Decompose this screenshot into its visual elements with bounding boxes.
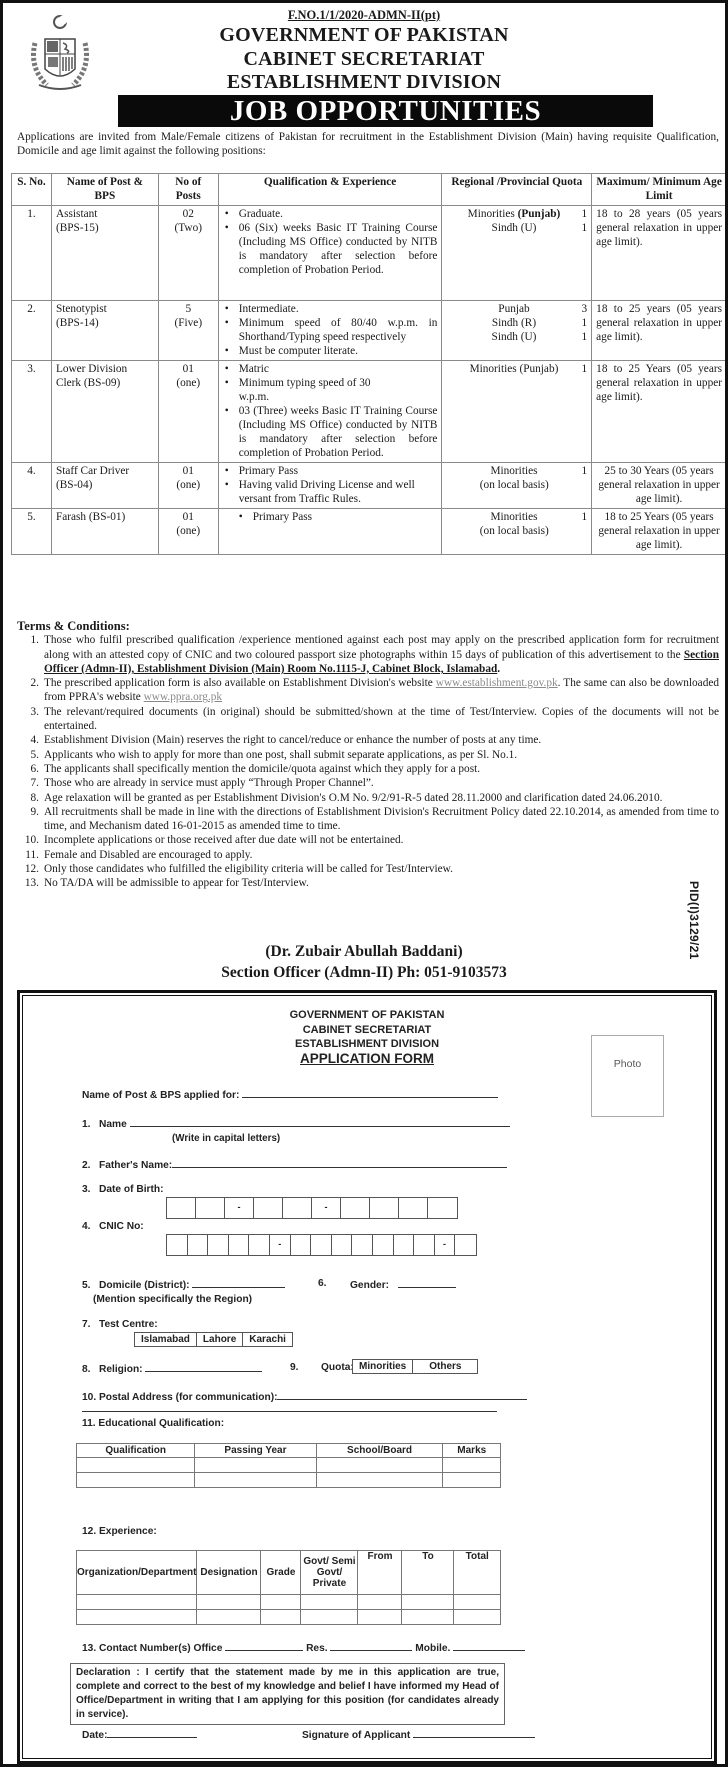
table-row [12,509,727,555]
intro-paragraph: Applications are invited from Male/Female citizens of Pakistan for recruitment in the Establishment Division (Main) having requisite Qualification, Domicile and age limit against the following positions: [17,131,719,157]
term-text: Establishment Division (Main) reserves the right to cancel/reduce or enhance the number of posts at any time. [44,734,542,747]
contact-office-label: 13. Contact Number(s) Office [82,1643,223,1654]
dob-label: 3. Date of Birth: [82,1184,164,1195]
cnic-box[interactable] [332,1235,353,1255]
age-limit: 18 to 25 Years (05 years general relaxation in upper age limit). [592,361,727,463]
age-limit: 18 to 25 years (05 years general relaxation in upper age limit). [592,301,727,361]
post-applied-field [82,1088,498,1101]
date-label: Date: [82,1730,108,1741]
post-count [158,361,218,463]
table-row [12,463,727,509]
dob-box[interactable] [428,1198,457,1218]
father-name-input[interactable] [172,1158,507,1168]
posts-number: 01 [182,511,194,523]
cnic-box[interactable] [352,1235,373,1255]
term-item [17,876,719,890]
contact-office-input[interactable] [225,1641,303,1651]
term-number: 13. [24,877,39,890]
exp-cell[interactable] [261,1610,301,1625]
quota-line [446,316,587,330]
cnic-box[interactable] [167,1235,188,1255]
age-limit: 18 to 25 Years (05 years general relaxation in upper age limit). [592,509,727,555]
form-header-secretariat: CABINET SECRETARIAT [302,1024,432,1036]
contact-res-input[interactable] [330,1641,412,1651]
term-item [17,748,719,762]
term-text: Age relaxation will be granted as per Establishment Division's O.M No. 9/2/91-R-5 dated 28.11.2000 and clarification dated 24.06.2010. [44,791,663,804]
edu-cell[interactable] [195,1473,316,1488]
sno: 5. [12,509,52,555]
file-number: F.NO.1/1/2020-ADMN-II(pt) [287,8,441,22]
term-number: 8. [30,791,39,804]
quota-region: (on local basis) [479,525,549,537]
term-text: Applicants who wish to apply for more than one post, shall submit separate applications, as per Sl. No.1. [44,748,518,761]
quota-line [446,478,587,492]
edu-col-passing-year: Passing Year [195,1444,316,1458]
postal-address-label: 10. Postal Address (for communication): [82,1392,278,1403]
qualifications [218,361,442,463]
application-form [17,990,717,1764]
posts-words: (Five) [174,317,203,329]
ppra-website-link[interactable]: www.ppra.org.pk [143,691,223,704]
post-title: Staff Car Driver [55,465,130,477]
cnic-box[interactable] [249,1235,270,1255]
header-division: ESTABLISHMENT DIVISION [226,71,502,93]
post-bps: Clerk (BS-09) [55,377,121,389]
table-row [77,1458,501,1473]
quota-line [446,524,587,538]
quota-line [446,302,587,316]
post-name [51,361,158,463]
cnic-box[interactable] [373,1235,394,1255]
qualification-item: • Matric [223,362,438,376]
establishment-website-link[interactable]: www.establishment.gov.pk [435,677,558,690]
term-number: 1. [30,634,39,647]
gender-input[interactable] [398,1278,456,1288]
posts-number: 01 [182,465,194,477]
form-title: APPLICATION FORM [300,1051,434,1066]
pid-number: PID(I)3129/21 [687,881,701,960]
post-count [158,206,218,301]
post-name [51,301,158,361]
post-name [51,463,158,509]
domicile-label: 5. Domicile (District): [82,1280,190,1291]
contact-field [82,1641,525,1654]
exp-cell[interactable] [358,1610,402,1625]
exp-col-from: From [358,1551,402,1595]
term-item [17,705,719,734]
posts-words: (one) [176,377,201,389]
edu-cell[interactable] [316,1458,443,1473]
dob-box[interactable] [283,1198,312,1218]
edu-label: 11. Educational Qualification: [82,1418,225,1429]
date-field [82,1728,197,1741]
quota-region: (on local basis) [479,479,549,491]
qualifications [218,301,442,361]
term-text: Those who are already in service must apply “Through Proper Channel”. [44,777,374,790]
posts-number: 02 [182,208,194,220]
postal-address-line-2[interactable] [82,1402,497,1412]
contact-res-label: Res. [306,1643,328,1654]
term-tail: . [497,662,501,675]
exp-cell[interactable] [402,1610,454,1625]
edu-cell[interactable] [195,1458,316,1473]
exp-col-sector: Govt/ Semi Govt/ Private [301,1551,358,1595]
quota-count: 1 [581,208,588,220]
term-item [17,762,719,776]
contact-mobile-label: Mobile. [415,1643,451,1654]
quota-label: Quota: [321,1362,354,1373]
term-number: 6. [30,762,39,775]
term-number: 9. [30,805,39,818]
quota-region: Minorities (Punjab) [469,363,559,375]
education-table [76,1443,501,1488]
post-applied-label: Name of Post & BPS applied for: [82,1090,240,1101]
qualification-item: • Minimum speed of 80/40 w.p.m. in Shorthand/Typing speed respectively [223,316,438,344]
header-government: GOVERNMENT OF PAKISTAN [219,24,509,46]
father-name-field [82,1158,507,1171]
quota-region: Sindh (U) [491,222,537,234]
post-name [51,206,158,301]
terms-and-conditions [17,619,719,891]
posts-words: (one) [176,479,201,491]
religion-input[interactable] [145,1362,262,1372]
term-number: 4. [30,734,39,747]
qualification-item: • Having valid Driving License and well versant from Traffic Rules. [223,478,438,506]
cnic-box[interactable] [291,1235,312,1255]
experience-table [76,1550,501,1625]
terms-title: Terms & Conditions: [17,619,130,633]
cnic-box[interactable] [229,1235,250,1255]
edu-cell[interactable] [443,1458,501,1473]
exp-cell[interactable] [197,1595,261,1610]
quota-count: 1 [581,222,588,234]
col-quota: Regional /Provincial Quota [442,174,592,206]
cnic-box[interactable] [311,1235,332,1255]
exp-cell[interactable] [77,1610,197,1625]
test-centre-karachi[interactable]: Karachi [249,1334,286,1345]
term-number: 11. [25,848,39,861]
quota [442,361,592,463]
table-row [12,361,727,463]
quota [442,463,592,509]
name-label: 1. Name [82,1119,127,1130]
qualifications [218,509,442,555]
date-input[interactable] [107,1728,197,1738]
qualifications [218,206,442,301]
jobs-table [11,173,727,555]
test-centre-label: 7. Test Centre: [82,1319,158,1330]
postal-address-input[interactable] [277,1390,527,1400]
dob-input-boxes[interactable] [166,1197,458,1219]
dob-box[interactable] [341,1198,370,1218]
signature-input[interactable] [413,1728,535,1738]
col-posts: No of Posts [158,174,218,206]
edu-cell[interactable] [316,1473,443,1488]
sno: 1. [12,206,52,301]
term-item [17,791,719,805]
table-row [12,206,727,301]
term-text: The relevant/required documents (in original) should be submitted/shown at the time of Test/Interview. Copies of the documents will not be entertained. [44,705,719,733]
cnic-box[interactable] [188,1235,209,1255]
exp-cell[interactable] [358,1595,402,1610]
dob-box[interactable] [370,1198,399,1218]
post-bps: (BS-04) [55,479,93,491]
post-bps: (BPS-14) [55,317,99,329]
post-count [158,509,218,555]
exp-col-designation: Designation [197,1551,261,1595]
sno: 4. [12,463,52,509]
jobs-table-header [12,174,727,206]
exp-cell[interactable] [454,1595,501,1610]
term-item [17,733,719,747]
job-opportunities-banner: JOB OPPORTUNITIES [118,95,653,127]
quota-count: 1 [581,465,588,477]
name-hint: (Write in capital letters) [172,1133,281,1144]
signatory-designation: Section Officer (Admn-II) Ph: 051-9103573 [221,964,507,981]
quota-count: 1 [581,363,588,375]
dob-separator: - [312,1198,341,1218]
quota-line [446,207,587,221]
religion-label: 8. Religion: [82,1364,143,1375]
quota-region: Minorities [490,465,538,477]
exp-cell[interactable] [301,1595,358,1610]
quota-options [352,1359,478,1374]
qualification-item: • 06 (Six) weeks Basic IT Training Course (Including MS Office) conducted by NITB is mandatory after selection before completion of Probation Period. [223,221,438,277]
cnic-separator: - [270,1235,291,1255]
term-text: Only those candidates who fulfilled the eligibility criteria will be called for Test/Interview. [44,863,453,876]
term-item [17,676,719,705]
post-bps: (BPS-15) [55,222,99,234]
age-limit: 18 to 28 years (05 years general relaxation in upper age limit). [592,206,727,301]
posts-words: (one) [176,525,201,537]
submission-address: Section Officer (Admn-II), Establishment Division (Main) Room No.1115-J, Cabinet Block, Islamabad [44,648,719,675]
test-centre-options [134,1332,293,1347]
exp-cell[interactable] [77,1595,197,1610]
post-applied-input[interactable] [242,1088,498,1098]
dob-separator: - [225,1198,254,1218]
edu-col-marks: Marks [443,1444,501,1458]
gender-field [350,1278,456,1291]
quota-count: 1 [581,331,588,343]
dob-box[interactable] [167,1198,196,1218]
edu-cell[interactable] [77,1473,195,1488]
quota-region: Minorities [467,208,515,220]
col-sno: S. No. [12,174,52,206]
name-field [82,1117,510,1130]
qualification-item: • Intermediate. [223,302,438,316]
col-age: Maximum/ Minimum Age Limit [592,174,727,206]
post-title: Lower Division [55,363,128,375]
qualifications [218,463,442,509]
quota [442,509,592,555]
qualification-item: • Minimum typing speed of 30 w.p.m. [223,376,438,404]
col-post: Name of Post & BPS [51,174,158,206]
exp-col-to: To [402,1551,454,1595]
domicile-hint: (Mention specifically the Region) [93,1294,253,1305]
term-number: 7. [30,777,39,790]
quota-count: 1 [581,511,588,523]
quota-minorities[interactable]: Minorities [353,1360,413,1373]
term-text: No TA/DA will be admissible to appear for Test/Interview. [44,877,309,890]
exp-col-organization: Organization/Department [77,1551,197,1595]
exp-col-grade: Grade [261,1551,301,1595]
table-row [77,1473,501,1488]
quota-region: Punjab [498,303,530,315]
experience-label: 12. Experience: [82,1526,157,1537]
term-text: All recruitments shall be made in line with the directions of Establishment Division's Recruitment Policy dated 22.10.2014, as amended from time to time, and Mechanism dated 16-01-2015 as amended time to time. [44,805,719,833]
dob-box[interactable] [196,1198,225,1218]
table-row [77,1595,501,1610]
qualification-item: • Primary Pass [223,510,438,524]
cnic-box[interactable] [414,1235,435,1255]
cnic-box[interactable] [455,1235,476,1255]
declaration-box: Declaration : I certify that the statement made by me in this application are true, complete and correct to the best of my knowledge and belief I have informed my Head of Office/Department in writing that I am applying for this position (for candidates already in service). [70,1663,505,1725]
quota-region-bold: (Punjab) [517,208,561,220]
term-item [17,862,719,876]
sno: 2. [12,301,52,361]
quota-count: 3 [581,303,588,315]
post-title: Stenotypist [55,303,107,315]
edu-cell[interactable] [77,1458,195,1473]
cnic-box[interactable] [208,1235,229,1255]
term-text: . The same can also be downloaded from PPRA's website [44,677,720,704]
quota-line [446,510,587,524]
table-row [77,1610,501,1625]
quota-number: 9. [290,1362,299,1373]
qualification-item: • Must be computer literate. [223,344,438,358]
domicile-field [82,1278,285,1291]
signatory-name: (Dr. Zubair Abullah Baddani) [265,943,463,960]
domicile-input[interactable] [192,1278,285,1288]
posts-number: 5 [185,303,192,315]
post-count [158,301,218,361]
quota-line [446,221,587,235]
quota-line [446,330,587,344]
qualification-item: • Graduate. [223,207,438,221]
exp-col-total: Total [454,1551,501,1595]
photo-box[interactable]: Photo [591,1035,664,1117]
signature-label: Signature of Applicant [302,1730,411,1741]
cnic-separator: - [435,1235,456,1255]
contact-mobile-input[interactable] [453,1641,525,1651]
quota-region: Sindh (R) [491,317,537,329]
col-qualification: Qualification & Experience [218,174,442,206]
gender-label: Gender: [350,1280,390,1291]
table-row [12,301,727,361]
dob-box[interactable] [254,1198,283,1218]
exp-cell[interactable] [261,1595,301,1610]
term-number: 12. [24,863,39,876]
cnic-box[interactable] [394,1235,415,1255]
form-header-government: GOVERNMENT OF PAKISTAN [289,1009,445,1021]
term-text: The prescribed application form is also available on Establishment Division's website [44,677,436,690]
exp-cell[interactable] [402,1595,454,1610]
exp-cell[interactable] [454,1610,501,1625]
test-centre-lahore[interactable]: Lahore [197,1333,243,1346]
term-item [17,776,719,790]
form-header-division: ESTABLISHMENT DIVISION [294,1038,440,1050]
quota-line [446,464,587,478]
quota-region: Sindh (U) [491,331,537,343]
religion-field [82,1362,262,1375]
qualification-item: • 03 (Three) weeks Basic IT Training Course (Including MS Office) conducted by NITB is mandatory after selection before completion of Probation Period. [223,404,438,460]
term-number: 3. [30,705,39,718]
quota [442,206,592,301]
term-text: The applicants shall specifically mention the domicile/quota against which they apply for a post. [44,762,481,775]
header-secretariat: CABINET SECRETARIAT [243,48,485,70]
cnic-input-boxes[interactable] [166,1234,477,1256]
posts-number: 01 [182,363,194,375]
exp-cell[interactable] [197,1610,261,1625]
name-input[interactable] [130,1117,510,1127]
dob-box[interactable] [399,1198,428,1218]
edu-col-qualification: Qualification [77,1444,195,1458]
quota-others[interactable]: Others [429,1361,462,1372]
term-number: 10. [24,834,39,847]
cnic-label: 4. CNIC No: [82,1221,144,1232]
term-text: Female and Disabled are encouraged to apply. [44,848,253,861]
qualification-item: • Primary Pass [223,464,438,478]
quota [442,301,592,361]
post-name [51,509,158,555]
term-item [17,848,719,862]
sno: 3. [12,361,52,463]
post-title: Farash (BS-01) [55,511,126,523]
quota-count: 1 [581,317,588,329]
term-item [17,633,719,676]
test-centre-islamabad[interactable]: Islamabad [135,1333,197,1346]
term-text: Incomplete applications or those received after due date will not be entertained. [44,834,404,847]
quota-line [446,362,587,376]
posts-words: (Two) [174,222,202,234]
signature-field [302,1728,535,1741]
term-number: 2. [30,677,39,690]
term-item [17,833,719,847]
post-count [158,463,218,509]
gender-number: 6. [318,1278,327,1289]
edu-col-school-board: School/Board [316,1444,443,1458]
term-number: 5. [30,748,39,761]
term-item [17,805,719,834]
edu-cell[interactable] [443,1473,501,1488]
father-name-label: 2. Father's Name: [82,1160,173,1171]
exp-cell[interactable] [301,1610,358,1625]
quota-region: Minorities [490,511,538,523]
post-title: Assistant [55,208,98,220]
term-text: Those who fulfil prescribed qualification /experience mentioned against each post may apply on the prescribed application form for recruitment along with an attested copy of CNIC and two coloured passport size photographs within 15 days of publication of this advertisement to the [44,634,719,661]
age-limit: 25 to 30 Years (05 years general relaxation in upper age limit). [592,463,727,509]
